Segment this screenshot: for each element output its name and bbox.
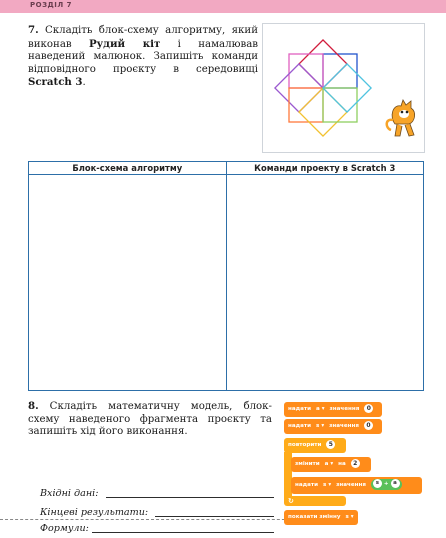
formulas-field	[40, 523, 275, 534]
task-7-text-part: і намалював наведений малюнок. Запишіть команди відповідного проєкту в середовищі	[28, 38, 258, 75]
block-text: значення	[329, 423, 359, 429]
variable-dropdown: а	[324, 461, 329, 467]
block-text: показати змінну	[288, 514, 341, 520]
value-input: 0	[364, 404, 373, 413]
variable-dropdown: s	[323, 482, 327, 488]
answer-table	[28, 161, 424, 391]
section-header-bar	[0, 0, 446, 13]
block-text: надати	[288, 423, 312, 429]
task-8-text-part: Складіть математичну модель, блок-схему наведеного фрагмента проєкту та запишіть хід його виконання.	[28, 401, 272, 438]
task-7-text-part: .	[82, 77, 86, 89]
scratch-change-block: змінити а ▾ на 2	[291, 457, 371, 472]
results-label: Кінцеві результати:	[40, 507, 149, 518]
loop-arrow-icon: ↻	[288, 497, 294, 505]
task-7-text	[28, 24, 258, 90]
block-text: змінити	[295, 461, 320, 467]
scratch-set-block: надати s ▾ значення s + а	[291, 477, 422, 494]
block-text: надати	[295, 482, 319, 488]
operator-right: а	[391, 479, 400, 488]
task-7-highlight: Scratch 3	[28, 76, 83, 89]
inputs-answer-line[interactable]	[106, 497, 274, 498]
results-answer-line[interactable]	[155, 516, 274, 517]
operator-left: s	[373, 479, 382, 488]
cut-line	[0, 519, 300, 520]
variable-dropdown: s	[316, 423, 320, 429]
inputs-field	[40, 488, 275, 499]
value-input: 5	[326, 440, 335, 449]
block-text: значення	[336, 482, 366, 488]
value-input: 2	[351, 459, 360, 468]
section-label: РОЗДІЛ 7	[30, 1, 73, 9]
block-text: значення	[329, 406, 360, 412]
block-text: надати	[288, 406, 312, 412]
results-field	[40, 507, 275, 518]
scratch-show-variable-block: показати змінну s ▾	[284, 510, 358, 525]
flowchart-answer-cell[interactable]	[29, 175, 227, 391]
value-input: 0	[364, 421, 373, 430]
scratch-commands-answer-cell[interactable]	[226, 175, 424, 391]
repeat-block-bottom	[284, 496, 346, 506]
scratch-repeat-block	[284, 438, 346, 453]
operator-sign: +	[383, 481, 389, 487]
sum-operator	[371, 479, 402, 490]
task-8-text	[28, 400, 272, 439]
task-7-number: 7.	[28, 24, 39, 36]
block-text: на	[338, 461, 346, 467]
table-header-flowchart: Блок-схема алгоритму	[29, 162, 227, 175]
scratch-stage-illustration	[262, 23, 425, 153]
variable-dropdown: s	[345, 514, 349, 520]
task-8-number: 8.	[28, 400, 39, 412]
formulas-answer-line[interactable]	[92, 532, 274, 533]
table-header-scratch-commands: Команди проекту в Scratch 3	[226, 162, 424, 175]
block-text: повторити	[288, 442, 322, 448]
scratch-cat-sprite	[263, 24, 424, 152]
inputs-label: Вхідні дані:	[40, 488, 99, 499]
task-7-highlight: Рудий кіт	[88, 37, 161, 50]
task-7-text-part: Складіть блок-схему алгоритму, який виконав	[28, 25, 258, 50]
formulas-label: Формули:	[40, 523, 89, 534]
scratch-set-block: надати s ▾ значення 0	[284, 419, 382, 434]
variable-dropdown: а	[316, 406, 320, 412]
scratch-set-block: надати а ▾ значення 0	[284, 402, 382, 417]
